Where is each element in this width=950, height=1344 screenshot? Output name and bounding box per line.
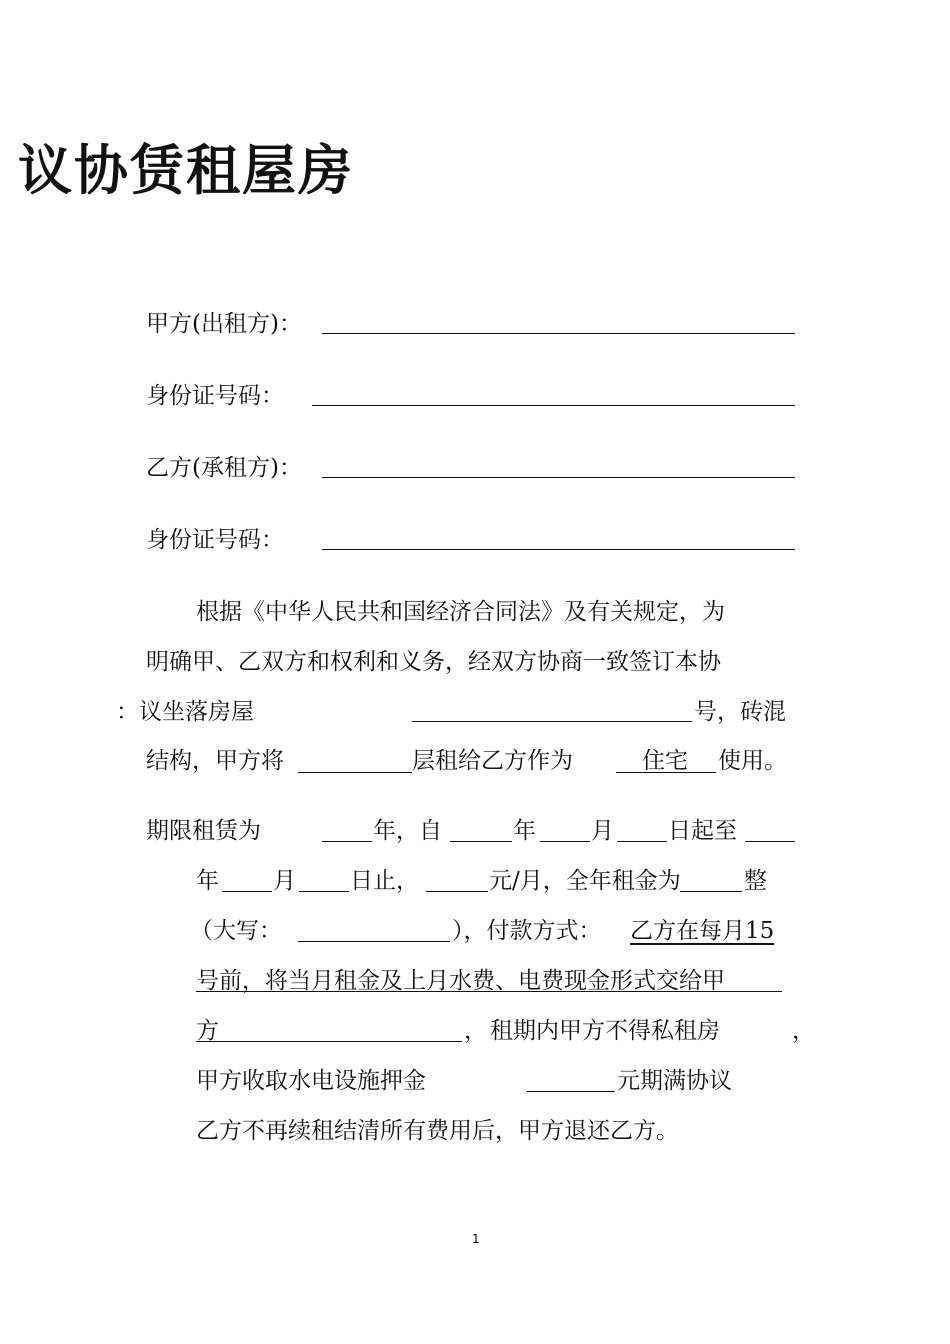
deposit-text: 甲方收取水电设施押金 <box>196 1068 426 1094</box>
party-b-label: 乙方(承租方)： <box>146 455 302 481</box>
sublet-text: 租期内甲方不得私租房 <box>490 1018 720 1044</box>
party-b-blank <box>322 477 795 478</box>
capital-open: （大写： <box>190 918 282 944</box>
intro-line-1: 根据《中华人民共和国经济合同法》及有关规定，为 <box>196 599 725 625</box>
rent-total-text: 整 <box>744 868 767 894</box>
sublet-comma: ， <box>792 1018 815 1044</box>
page-number: 1 <box>472 1232 480 1246</box>
party-a-id-blank <box>312 405 795 406</box>
party-a-blank <box>322 333 795 334</box>
term-years-blank <box>322 841 372 842</box>
capital-close: ），付款方式： <box>452 918 602 944</box>
refund-text: 乙方不再续租结清所有费用后，甲方退还乙方。 <box>196 1118 679 1144</box>
payment-method-3-underline <box>196 1041 462 1042</box>
end-year-text: 年 <box>196 868 219 894</box>
monthly-rent-blank <box>426 891 488 892</box>
end-year-blank <box>745 841 795 842</box>
term-label: 期限租赁为 <box>146 818 261 844</box>
house-line-prefix: ：议坐落房屋 <box>116 699 254 725</box>
structure-middle: 层租给乙方作为 <box>412 748 573 774</box>
payment-method-2: 号前，将当月租金及上月水费、电费现金形式交给甲 <box>196 968 725 994</box>
capital-amount-blank <box>298 941 450 942</box>
start-month-text: 月 <box>591 818 614 844</box>
end-day-text: 日止， <box>350 868 419 894</box>
structure-prefix: 结构，甲方将 <box>146 748 284 774</box>
rent-unit-text: 元/月，全年租金为 <box>489 868 681 894</box>
payment-method-2-underline <box>196 991 782 992</box>
payment-comma: ， <box>464 1018 487 1044</box>
house-address-blank <box>412 721 692 722</box>
annual-rent-blank <box>680 891 742 892</box>
start-year-blank <box>450 841 512 842</box>
house-line-suffix: 号，砖混 <box>694 699 786 725</box>
usage-value: 住宅 <box>642 748 688 774</box>
payment-method-1: 乙方在每月15 <box>630 918 775 944</box>
deposit-suffix: 元期满协议 <box>617 1068 732 1094</box>
party-a-label: 甲方(出租方)： <box>146 311 302 337</box>
end-month-text: 月 <box>273 868 296 894</box>
party-b-id-label: 身份证号码： <box>146 527 284 553</box>
start-day-blank <box>617 841 667 842</box>
party-b-id-blank <box>322 549 795 550</box>
start-year-text: 年 <box>513 818 536 844</box>
intro-line-2: 明确甲、乙双方和权利和义务，经双方协商一致签订本协 <box>146 649 721 675</box>
structure-suffix: 使用。 <box>718 748 787 774</box>
end-month-blank <box>222 891 272 892</box>
start-month-blank <box>540 841 590 842</box>
payment-method-3: 方 <box>196 1018 219 1044</box>
party-a-id-label: 身份证号码： <box>146 383 284 409</box>
floor-blank <box>298 772 412 773</box>
deposit-amount-blank <box>527 1091 615 1092</box>
end-day-blank <box>299 891 349 892</box>
document-title: 议协赁租屋房 <box>18 139 354 202</box>
start-day-text: 日起至 <box>668 818 737 844</box>
term-year-text: 年，自 <box>373 818 442 844</box>
